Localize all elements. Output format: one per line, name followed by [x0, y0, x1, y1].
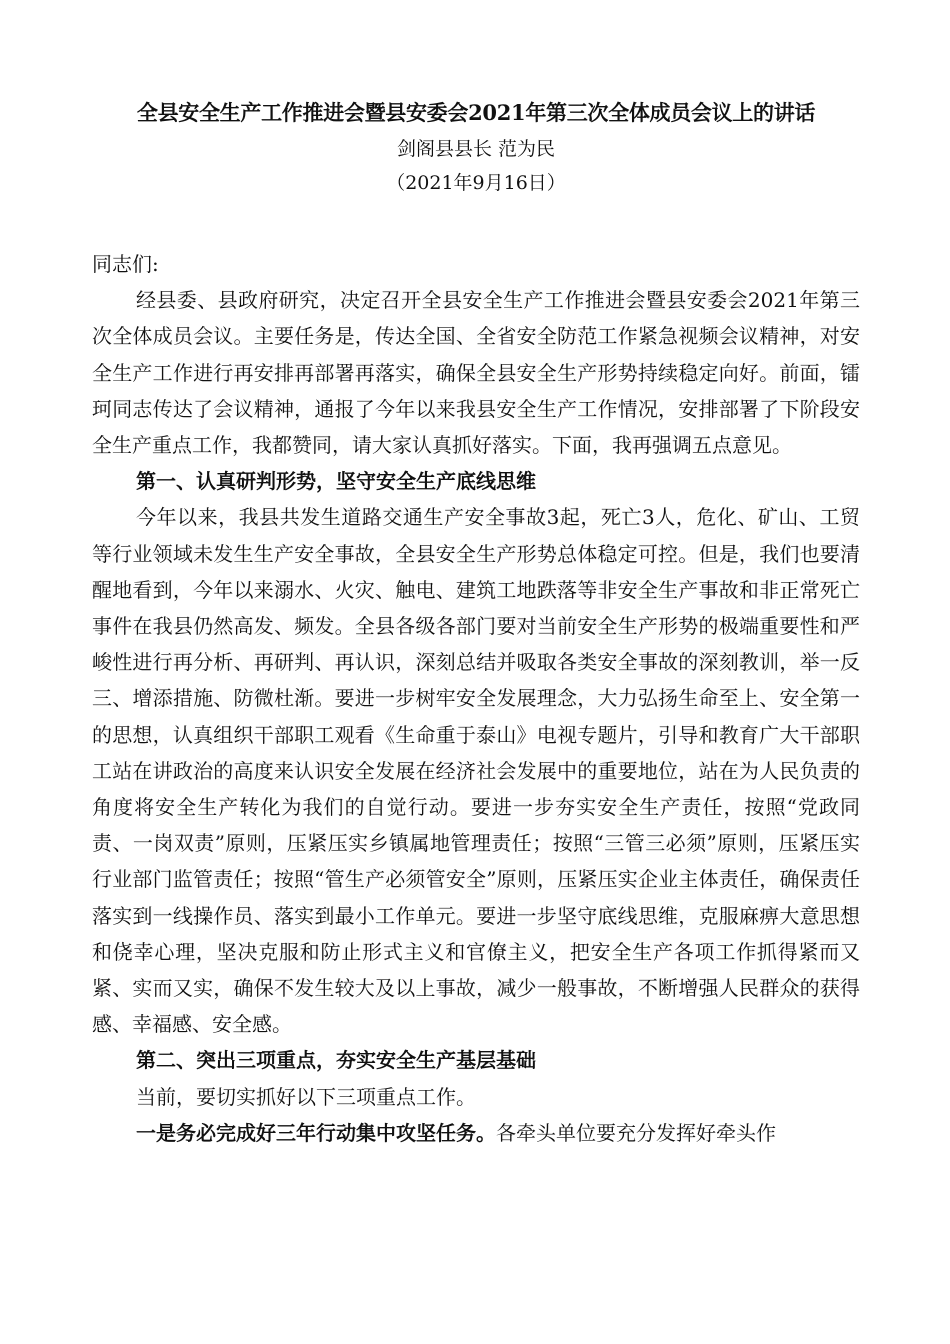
date-line: （2021年9月16日） — [386, 172, 566, 194]
point-1-lead: 一是务必完成好三年行动集中攻坚任务。 — [136, 1120, 496, 1145]
paragraph-point-1 — [92, 1115, 860, 1151]
paragraph-section-1: 今年以来，我县共发生道路交通生产安全事故3起，死亡3人，危化、矿山、工贸等行业领域未发生生产安全事故，全县安全生产形势总体稳定可控。但是，我们也要清醒地看到，今年以来溺水、火灾、触电、建筑工地跌落等非安全生产事故和非正常死亡事件在我县仍然高发、频发。全县各级各部门要对当前安全生产形势的极端重要性和严峻性进行再分析、再研判、再认识，深刻总结并吸取各类安全事故的深刻教训，举一反三、增添措施、防微杜渐。要进一步树牢安全发展理念，大力弘扬生命至上、安全第一的思想，认真组织干部职工观看《生命重于泰山》电视专题片，引导和教育广大干部职工站在讲政治的高度来认识安全发展在经济社会发展中的重要地位，站在为人民负责的角度将安全生产转化为我们的自觉行动。要进一步夯实安全生产责任，按照“党政同责、一岗双责”原则，压紧压实乡镇属地管理责任；按照“三管三必须”原则，压紧压实行业部门监管责任；按照“管生产必须管安全”原则，压紧压实企业主体责任，确保责任落实到一线操作员、落实到最小工作单元。要进一步坚守底线思维，克服麻痹大意思想和侥幸心理，坚决克服和防止形式主义和官僚主义，把安全生产各项工作抓得紧而又紧、实而又实，确保不发生较大及以上事故，减少一般事故，不断增强人民群众的获得感、幸福感、安全感。 — [92, 505, 860, 1037]
point-1-text: 各牵头单位要充分发挥好牵头作 — [496, 1120, 776, 1145]
document-title: 全县安全生产工作推进会暨县安委会2021年第三次全体成员会议上的讲话 — [136, 100, 816, 125]
document-page — [92, 96, 860, 1151]
section-heading-2: 第二、突出三项重点，夯实安全生产基层基础 — [136, 1048, 536, 1073]
paragraph-section-2-intro: 当前，要切实抓好以下三项重点工作。 — [136, 1084, 476, 1109]
section-heading-1: 第一、认真研判形势，坚守安全生产底线思维 — [136, 469, 536, 494]
salutation: 同志们: — [92, 252, 159, 276]
document-body — [92, 246, 860, 1151]
author-line: 剑阁县县长 范为民 — [396, 138, 556, 160]
paragraph-intro: 经县委、县政府研究，决定召开全县安全生产工作推进会暨县安委会2021年第三次全体成员会议。主要任务是，传达全国、全省安全防范工作紧急视频会议精神，对安全生产工作进行再安排再部署再落实，确保全县安全生产形势持续稳定向好。前面，镭珂同志传达了会议精神，通报了今年以来我县安全生产工作情况，安排部署了下阶段安全生产重点工作，我都赞同，请大家认真抓好落实。下面，我再强调五点意见。 — [92, 288, 860, 458]
